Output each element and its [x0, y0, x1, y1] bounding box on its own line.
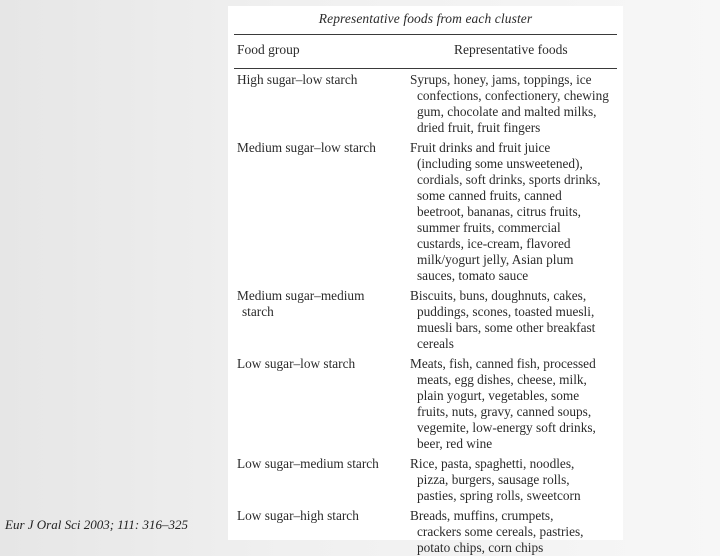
foods-line: custards, ice-cream, flavored: [417, 236, 571, 251]
foods-line: meats, egg dishes, cheese, milk,: [417, 372, 587, 387]
foods-cell: [410, 508, 620, 556]
foods-line: plain yogurt, vegetables, some: [417, 388, 580, 403]
foods-line: confections, confectionery, chewing: [417, 88, 609, 103]
food-group-cell: [237, 288, 397, 320]
document-page: [228, 6, 623, 555]
foods-line: Rice, pasta, spaghetti, noodles,: [410, 456, 575, 471]
foods-line: beer, red wine: [417, 436, 493, 451]
food-group-cell: [237, 508, 397, 524]
foods-cell: [410, 72, 620, 136]
foods-line: milk/yogurt jelly, Asian plum: [417, 252, 574, 267]
foods-cell: [410, 288, 620, 352]
table-row: [228, 288, 623, 352]
foods-line: beetroot, bananas, citrus fruits,: [417, 204, 581, 219]
table-body: [228, 72, 623, 556]
food-group-cell: [237, 140, 397, 156]
foods-line: potato chips, corn chips: [417, 540, 544, 555]
foods-line: muesli bars, some other breakfast: [417, 320, 596, 335]
food-group-cell: [237, 72, 397, 88]
foods-line: Fruit drinks and fruit juice: [410, 140, 551, 155]
header-representative-foods: Representative foods: [454, 42, 568, 57]
foods-line: gum, chocolate and malted milks,: [417, 104, 597, 119]
foods-line: Breads, muffins, crumpets,: [410, 508, 554, 523]
header-rule: [234, 68, 617, 69]
foods-line: puddings, scones, toasted muesli,: [417, 304, 595, 319]
food-group-label-continued: starch: [242, 304, 274, 319]
foods-line: fruits, nuts, gravy, canned soups,: [417, 404, 592, 419]
foods-line: (including some unsweetened),: [417, 156, 583, 171]
foods-line: cereals: [417, 336, 454, 351]
foods-line: vegemite, low-energy soft drinks,: [417, 420, 596, 435]
table-row: [228, 72, 623, 136]
foods-line: Syrups, honey, jams, toppings, ice: [410, 72, 592, 87]
top-rule: [234, 34, 617, 35]
foods-line: summer fruits, commercial: [417, 220, 561, 235]
foods-line: cordials, soft drinks, sports drinks,: [417, 172, 601, 187]
table-row: [228, 456, 623, 504]
table-row: [228, 508, 623, 556]
table-row: [228, 140, 623, 284]
food-group-cell: [237, 456, 397, 472]
foods-line: pizza, burgers, sausage rolls,: [417, 472, 570, 487]
table-title: Representative foods from each cluster: [318, 11, 533, 26]
foods-line: crackers some cereals, pastries,: [417, 524, 584, 539]
foods-line: pasties, spring rolls, sweetcorn: [417, 488, 581, 503]
journal-citation: Eur J Oral Sci 2003; 111: 316–325: [5, 517, 188, 532]
foods-cell: [410, 140, 620, 284]
food-group-label: Low sugar–high starch: [237, 508, 359, 523]
food-group-label: Medium sugar–medium: [237, 288, 365, 303]
food-group-label: High sugar–low starch: [237, 72, 358, 87]
food-group-label: Low sugar–low starch: [237, 356, 356, 371]
header-food-group: Food group: [237, 42, 300, 57]
table-row: [228, 356, 623, 452]
foods-line: dried fruit, fruit fingers: [417, 120, 541, 135]
foods-line: Meats, fish, canned fish, processed: [410, 356, 596, 371]
food-group-cell: [237, 356, 397, 372]
foods-line: sauces, tomato sauce: [417, 268, 529, 283]
food-group-label: Medium sugar–low starch: [237, 140, 376, 155]
foods-line: some canned fruits, canned: [417, 188, 562, 203]
foods-cell: [410, 456, 620, 504]
foods-cell: [410, 356, 620, 452]
food-group-label: Low sugar–medium starch: [237, 456, 379, 471]
foods-line: Biscuits, buns, doughnuts, cakes,: [410, 288, 587, 303]
